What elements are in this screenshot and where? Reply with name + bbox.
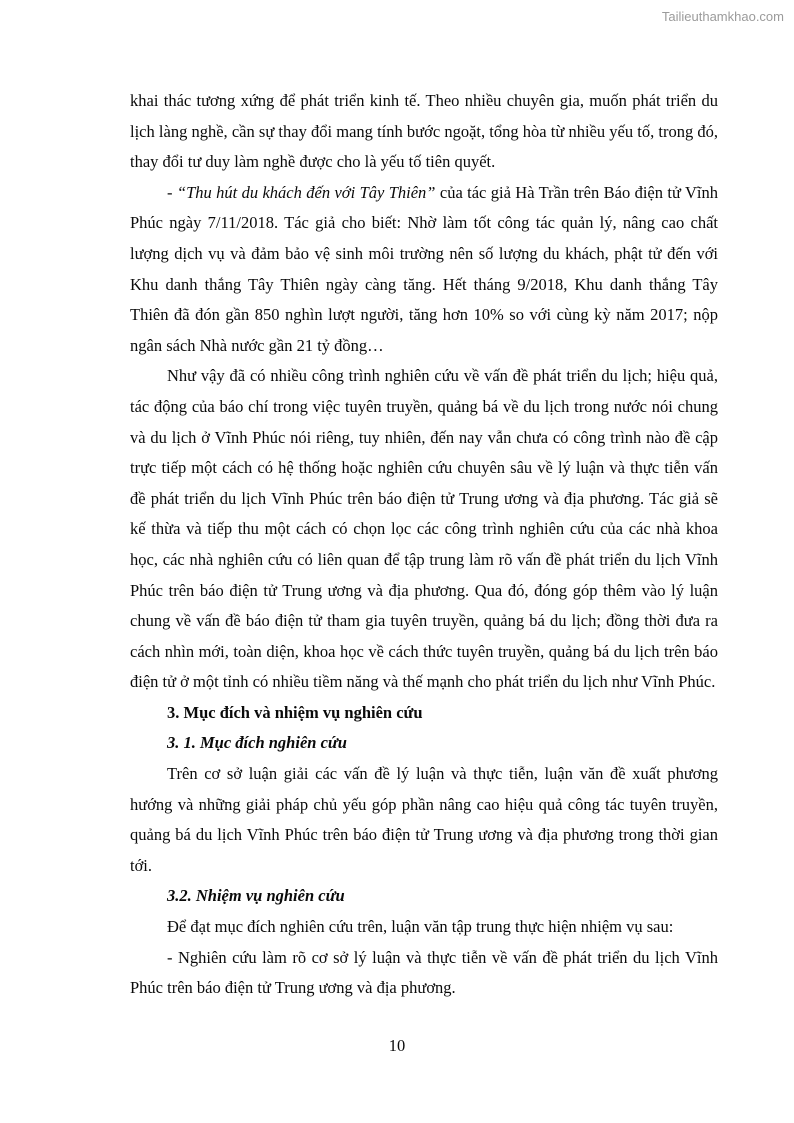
paragraph: Để đạt mục đích nghiên cứu trên, luận văn tập trung thực hiện nhiệm vụ sau: bbox=[167, 917, 674, 937]
paragraph: Như vậy đã có nhiều công trình nghiên cứu về vấn đề phát triển du lịch; hiệu quả, tác động của báo chí trong việc tuyên truyền, quảng bá về du lịch trong nước nói chung và du lịch ở Vĩnh Phúc nói riêng, tuy nhiên, đến nay vẫn chưa có công trình nào đề cập trực tiếp một cách có hệ thống hoặc nghiên cứu chuyên sâu về lý luận và thực tiễn vấn đề phát triển du lịch Vĩnh Phúc trên báo điện tử Trung ương và địa phương. Tác giả sẽ kế thừa và tiếp thu một cách có chọn lọc các công trình nghiên cứu của các nhà khoa học, các nhà nghiên cứu có liên quan để tập trung làm rõ vấn đề phát triển du lịch Vĩnh Phúc trên báo điện tử Trung ương và địa phương. Qua đó, đóng góp thêm vào lý luận chung về vấn đề báo điện tử tham gia tuyên truyền, quảng bá du lịch; đồng thời đưa ra cách nhìn mới, toàn diện, khoa học về cách thức tuyên truyền, quảng bá du lịch trên báo điện tử ở một tỉnh có nhiều tiềm năng và thế mạnh cho phát triển du lịch như Vĩnh Phúc. bbox=[130, 366, 718, 692]
section-heading: 3. Mục đích và nhiệm vụ nghiên cứu bbox=[167, 702, 423, 722]
paragraph-text: của tác giả Hà Trần trên Báo điện tử Vĩnh Phúc ngày 7/11/2018. Tác giả cho biết: Nhờ làm tốt công tác quản lý, nâng cao chất lượng dịch vụ và đảm bảo vệ sinh môi trường nên số lượng du khách, phật tử đến với Khu danh thắng Tây Thiên ngày càng tăng. Hết tháng 9/2018, Khu danh thắng Tây Thiên đã đón gần 850 nghìn lượt người, tăng hơn 10% so với cùng kỳ năm 2017; nộp ngân sách Nhà nước gần 21 tỷ đồng… bbox=[130, 182, 719, 355]
subsection-heading-purpose: 3. 1. Mục đích nghiên cứu bbox=[167, 733, 347, 753]
watermark: Tailieuthamkhao.com bbox=[661, 9, 784, 24]
paragraph: khai thác tương xứng để phát triển kinh tế. Theo nhiều chuyên gia, muốn phát triển du lịch làng nghề, cần sự thay đổi mang tính bước ngoặt, tổng hòa từ nhiều yếu tố, trong đó, thay đổi tư duy làm nghề được cho là yếu tố tiên quyết. bbox=[130, 91, 718, 172]
paragraph: Trên cơ sở luận giải các vấn đề lý luận và thực tiễn, luận văn đề xuất phương hướng và những giải pháp chủ yếu góp phần nâng cao hiệu quả công tác tuyên truyền, quảng bá du lịch Vĩnh Phúc trên báo điện tử Trung ương và địa phương trong thời gian tới. bbox=[130, 764, 718, 875]
cited-article-title: “Thu hút du khách đến với Tây Thiên” bbox=[176, 182, 436, 202]
list-dash: - bbox=[167, 182, 177, 202]
paragraph bbox=[130, 178, 718, 362]
paragraph: - Nghiên cứu làm rõ cơ sở lý luận và thực tiễn về vấn đề phát triển du lịch Vĩnh Phúc trên báo điện tử Trung ương và địa phương. bbox=[130, 947, 718, 998]
page-number: 10 bbox=[388, 1036, 406, 1055]
subsection-heading-tasks: 3.2. Nhiệm vụ nghiên cứu bbox=[167, 886, 345, 906]
page-body bbox=[130, 86, 718, 1004]
